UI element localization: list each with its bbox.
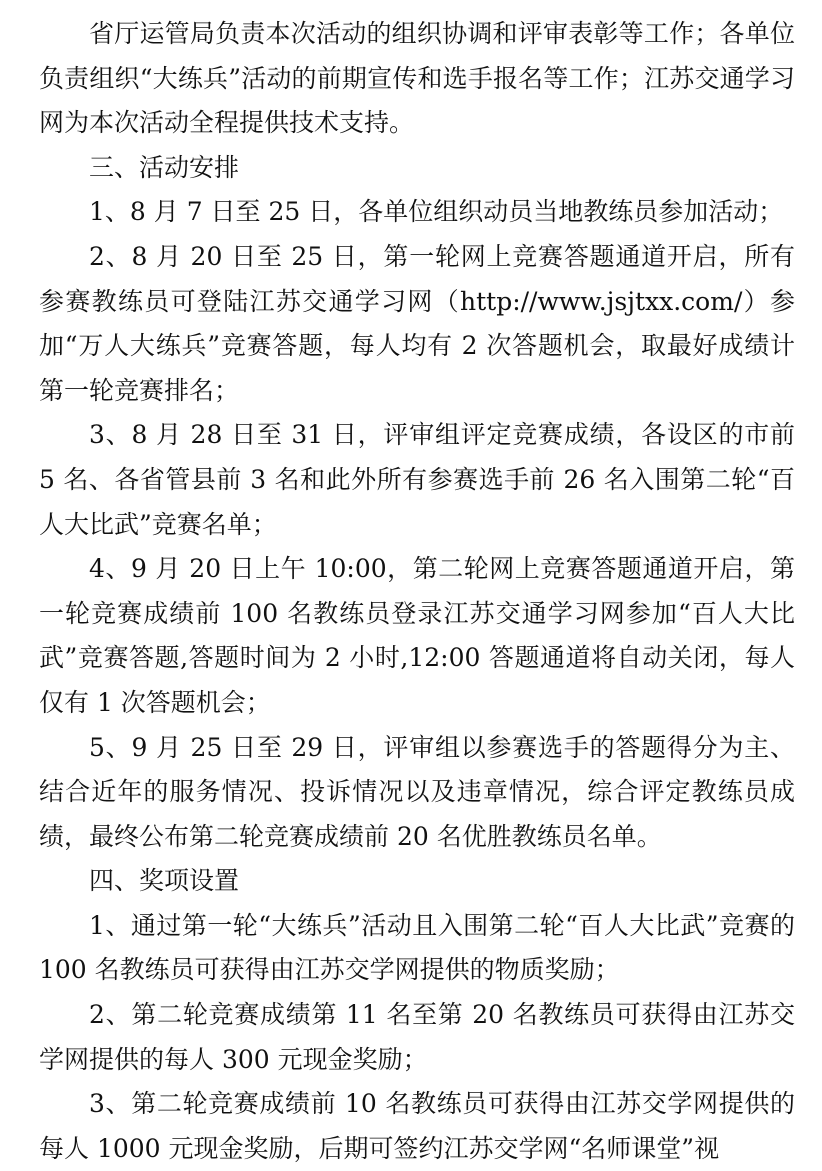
document-page xyxy=(39,12,795,1171)
award-item-1: 1、通过第一轮“大练兵”活动且入围第二轮“百人大比武”竞赛的 100 名教练员可获得由江苏交学网提供的物质奖励； xyxy=(39,910,795,985)
schedule-item-4: 4、9 月 20 日上午 10:00，第二轮网上竞赛答题通道开启，第一轮竞赛成绩前 100 名教练员登录江苏交通学习网参加“百人大比武”竞赛答题,答题时间为 2 小时,12:00 答题通道将自动关闭，每人仅有 1 次答题机会； xyxy=(39,554,795,717)
section-heading-schedule: 三、活动安排 xyxy=(89,152,240,182)
award-item-3: 3、第二轮竞赛成绩前 10 名教练员可获得由江苏交学网提供的每人 1000 元现金奖励，后期可签约江苏交学网“名师课堂”视 xyxy=(39,1089,795,1163)
schedule-item-3: 3、8 月 28 日至 31 日，评审组评定竞赛成绩，各设区的市前 5 名、各省管县前 3 名和此外所有参赛选手前 26 名入围第二轮“百人大比武”竞赛名单； xyxy=(39,420,795,539)
section-heading-awards: 四、奖项设置 xyxy=(89,866,240,896)
schedule-item-5: 5、9 月 25 日至 29 日，评审组以参赛选手的答题得分为主、结合近年的服务情况、投诉情况以及违章情况，综合评定教练员成绩，最终公布第二轮竞赛成绩前 20 名优胜教练员名单。 xyxy=(39,732,795,851)
schedule-item-2: 2、8 月 20 日至 25 日，第一轮网上竞赛答题通道开启，所有参赛教练员可登陆江苏交通学习网（http://www.jsjtxx.com/）参加“万人大练兵”竞赛答题，每人均有 2 次答题机会，取最好成绩计第一轮竞赛排名； xyxy=(39,241,795,405)
paragraph-organization: 省厅运管局负责本次活动的组织协调和评审表彰等工作；各单位负责组织“大练兵”活动的前期宣传和选手报名等工作；江苏交通学习网为本次活动全程提供技术支持。 xyxy=(39,19,795,138)
award-item-2: 2、第二轮竞赛成绩第 11 名至第 20 名教练员可获得由江苏交学网提供的每人 300 元现金奖励； xyxy=(39,1000,795,1074)
schedule-item-1: 1、8 月 7 日至 25 日，各单位组织动员当地教练员参加活动； xyxy=(89,197,784,227)
